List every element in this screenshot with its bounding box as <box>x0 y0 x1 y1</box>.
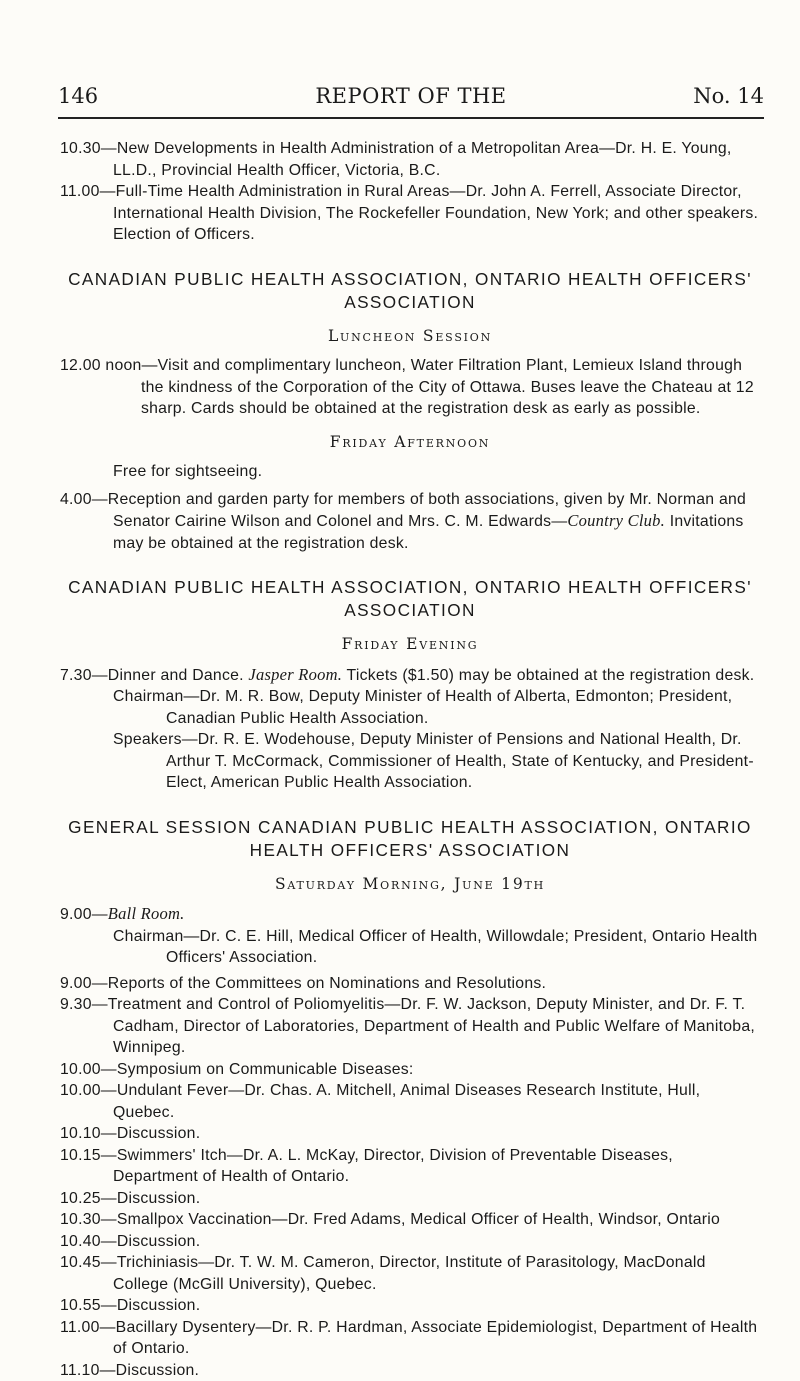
program-entry: 10.40—Discussion. <box>60 1231 760 1253</box>
chairman-line: Chairman—Dr. M. R. Bow, Deputy Minister of Health of Alberta, Edmonton; President, Canadian Public Health Association. <box>113 686 760 729</box>
program-entry: 10.30—New Developments in Health Administration of a Metropolitan Area—Dr. H. E. Young, LL.D., Provincial Health Officer, Victoria, B.C. <box>60 138 760 181</box>
speakers-line: Speakers—Dr. R. E. Wodehouse, Deputy Minister of Pensions and National Health, Dr. Arthur T. McCormack, Commissioner of Health, State of Kentucky, and President-Elect, American Public Health Association. <box>113 729 760 794</box>
program-entry: 12.00 noon—Visit and complimentary luncheon, Water Filtration Plant, Lemieux Island through the kindness of the Corporation of the City of Ottawa. Buses leave the Chateau at 12 sharp. Cards should be obtained at the registration desk as early as possible. <box>60 355 760 420</box>
free-note: Free for sightseeing. <box>113 461 760 483</box>
program-entry: 11.10—Discussion. <box>60 1360 760 1381</box>
report-number: No. 14 <box>693 84 764 108</box>
chairman-line: Chairman—Dr. C. E. Hill, Medical Officer of Health, Willowdale; President, Ontario Health Officers' Association. <box>113 926 760 969</box>
program-entry: 10.10—Discussion. <box>60 1123 760 1145</box>
session-subheading: Luncheon Session <box>60 326 760 348</box>
session-subheading: Friday Evening <box>60 634 760 656</box>
section-heading: CANADIAN PUBLIC HEALTH ASSOCIATION, ONTARIO HEALTH OFFICERS' ASSOCIATION <box>60 268 760 314</box>
program-content <box>60 138 760 1381</box>
page-header <box>58 84 764 114</box>
program-entry: 7.30—Dinner and Dance. Jasper Room. Tickets ($1.50) may be obtained at the registration desk. <box>60 664 760 687</box>
program-entry: 10.45—Trichiniasis—Dr. T. W. M. Cameron, Director, Institute of Parasitology, MacDonald College (McGill University), Quebec. <box>60 1252 760 1295</box>
program-entry: 9.00—Reports of the Committees on Nominations and Resolutions. <box>60 973 760 995</box>
program-entry: 11.00—Bacillary Dysentery—Dr. R. P. Hardman, Associate Epidemiologist, Department of Health of Ontario. <box>60 1317 760 1360</box>
program-entry: 10.25—Discussion. <box>60 1188 760 1210</box>
election-note: Election of Officers. <box>113 224 760 246</box>
program-entry: 10.15—Swimmers' Itch—Dr. A. L. McKay, Director, Division of Preventable Diseases, Department of Health of Ontario. <box>60 1145 760 1188</box>
section-heading: GENERAL SESSION CANADIAN PUBLIC HEALTH ASSOCIATION, ONTARIO HEALTH OFFICERS' ASSOCIATION <box>60 816 760 862</box>
session-subheading: Friday Afternoon <box>60 432 760 454</box>
program-entry: 4.00—Reception and garden party for members of both associations, given by Mr. Norman and Senator Cairine Wilson and Colonel and Mrs. C. M. Edwards—Country Club. Invitations may be obtained at the registration desk. <box>60 489 760 555</box>
program-entry: 10.55—Discussion. <box>60 1295 760 1317</box>
program-entry: 10.30—Smallpox Vaccination—Dr. Fred Adams, Medical Officer of Health, Windsor, Ontario <box>60 1209 760 1231</box>
session-subheading: Saturday Morning, June 19th <box>60 874 760 896</box>
program-entry: 11.00—Full-Time Health Administration in Rural Areas—Dr. John A. Ferrell, Associate Director, International Health Division, The Rockefeller Foundation, New York; and other speakers. <box>60 181 760 224</box>
program-entry: 9.00—Ball Room. <box>60 903 760 926</box>
program-entry: 10.00—Undulant Fever—Dr. Chas. A. Mitchell, Animal Diseases Research Institute, Hull, Quebec. <box>60 1080 760 1123</box>
section-heading: CANADIAN PUBLIC HEALTH ASSOCIATION, ONTARIO HEALTH OFFICERS' ASSOCIATION <box>60 576 760 622</box>
page-number: 146 <box>58 84 98 108</box>
header-rule <box>58 117 764 119</box>
program-entry: 10.00—Symposium on Communicable Diseases: <box>60 1059 760 1081</box>
running-title: REPORT OF THE <box>58 84 764 108</box>
program-entry: 9.30—Treatment and Control of Poliomyelitis—Dr. F. W. Jackson, Deputy Minister, and Dr. F. T. Cadham, Director of Laboratories, Department of Health and Public Welfare of Manitoba, Winnipeg. <box>60 994 760 1059</box>
